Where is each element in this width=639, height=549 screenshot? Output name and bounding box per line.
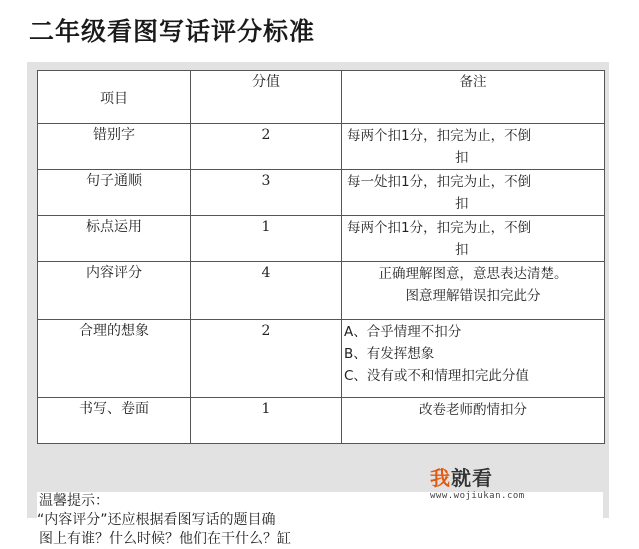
row-score: 2 (191, 320, 342, 398)
watermark-brand-highlight: 我 (430, 466, 451, 490)
table-row (38, 320, 605, 398)
row-score: 2 (191, 124, 342, 170)
row-note (342, 320, 605, 398)
row-note (342, 262, 605, 320)
site-watermark (430, 462, 550, 506)
note-line: 改卷老师酌情扣分 (419, 402, 527, 418)
note-line: 每两个扣1分，扣完为止，不倒 (347, 128, 532, 144)
row-item: 标点运用 (38, 216, 191, 262)
watermark-brand (430, 462, 550, 491)
table-row (38, 170, 605, 216)
note-line: 扣 (455, 150, 469, 166)
note-line: 扣 (455, 196, 469, 212)
row-item: 错别字 (38, 124, 191, 170)
header-score: 分值 (191, 71, 342, 124)
table-row (38, 124, 605, 170)
row-score: 1 (191, 398, 342, 444)
row-note (342, 216, 605, 262)
table-row (38, 216, 605, 262)
tips-line: “内容评分”还应根据看图写话的题目确 (37, 512, 276, 528)
scoring-table (37, 70, 605, 444)
note-line: A、合乎情理不扣分 (344, 324, 462, 340)
note-line: 正确理解图意，意思表达清楚。 (378, 266, 568, 282)
tips-line: 图上有谁？什么时候？他们在干什么？缸 (39, 531, 291, 547)
note-line: B、有发挥想象 (344, 346, 435, 362)
table-row (38, 398, 605, 444)
note-line: 每两个扣1分，扣完为止，不倒 (347, 220, 532, 236)
row-score: 3 (191, 170, 342, 216)
scoring-sheet (27, 62, 609, 547)
watermark-brand-rest: 就看 (451, 466, 493, 490)
row-score: 1 (191, 216, 342, 262)
note-line: 扣 (455, 242, 469, 258)
row-item: 合理的想象 (38, 320, 191, 398)
table-row (38, 262, 605, 320)
note-line: 每一处扣1分，扣完为止，不倒 (347, 174, 532, 190)
note-line: 图意理解错误扣完此分 (405, 288, 541, 304)
row-note (342, 170, 605, 216)
note-line: C、没有或不和情理扣完此分值 (344, 368, 529, 384)
row-item: 句子通顺 (38, 170, 191, 216)
page-title: 二年级看图写话评分标准 (29, 17, 316, 46)
row-note (342, 124, 605, 170)
row-item: 内容评分 (38, 262, 191, 320)
tips-label: 温馨提示： (39, 493, 109, 509)
table-header-row (38, 71, 605, 124)
row-item: 书写、卷面 (38, 398, 191, 444)
watermark-url: www.wojiukan.com (430, 491, 525, 501)
row-note (342, 398, 605, 444)
header-item: 项目 (38, 71, 191, 124)
header-note: 备注 (342, 71, 605, 124)
row-score: 4 (191, 262, 342, 320)
